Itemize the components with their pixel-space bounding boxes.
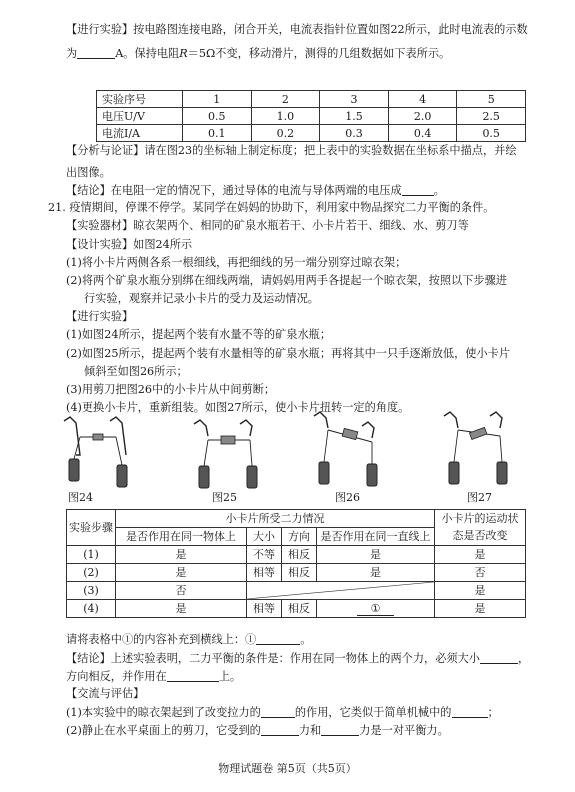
table-row: 电流I/A 0.1 0.2 0.3 0.4 0.5 <box>97 125 526 142</box>
page-footer: 物理试题卷 第5页（共5页） <box>218 762 357 775</box>
table-row: 实验序号 1 2 3 4 5 <box>97 91 526 108</box>
question-21-stem: 21. 疫情期间，停课不停学。某同学在妈妈的协助下，利用家中物品探究二力平衡的条件。 <box>48 201 495 214</box>
figure-24-caption: 图24 <box>68 491 93 504</box>
analysis-line-2: 出图像。 <box>66 166 111 179</box>
size-blank <box>480 652 518 664</box>
procedure-step-1: (1)如图24所示，提起两个装有水量不等的矿泉水瓶； <box>66 328 332 341</box>
strike-diagonal <box>247 582 434 599</box>
table-row: 电压U/V 0.5 1.0 1.5 2.0 2.5 <box>97 108 526 125</box>
conclusion-line: 【结论】在电阻一定的情况下，通过导体的电流与导体两端的电压成 。 <box>66 184 445 197</box>
experiment-line-2: 为 A。保持电阻R＝5Ω不变，移动滑片，测得的几组数据如下表所示。 <box>66 47 451 60</box>
figure-27-diagram <box>440 410 520 490</box>
data-table-voltage-current <box>96 90 526 142</box>
line-blank <box>167 670 219 682</box>
materials-line: 【实验器材】晾衣架两个、相同的矿泉水瓶若干、小卡片若干、细线、水、剪刀等 <box>66 219 469 232</box>
table-row: (3) 否 是 <box>67 582 526 600</box>
force-a-blank <box>261 724 299 736</box>
analysis-line-1: 【分析与论证】请在图23的坐标轴上制定标度；把上表中的实验数据在坐标系中描点，并绘 <box>66 144 517 157</box>
evaluation-line-2: (2)静止在水平桌面上的剪刀，它受到的 力和 力是一对平衡力。 <box>66 724 449 737</box>
conclusion2-line-2: 方向相反，并作用在 上。 <box>66 670 242 683</box>
ammeter-reading-blank <box>77 47 115 59</box>
answer-1-blank <box>256 633 300 645</box>
figure-26-diagram <box>310 410 390 490</box>
evaluation-heading: 【交流与评估】 <box>66 687 145 700</box>
direction-blank <box>261 706 295 718</box>
table-row: (4) 是 相等 相反 ① 是 <box>67 600 526 618</box>
design-heading: 【设计实验】如图24所示 <box>66 238 193 251</box>
machine-blank <box>452 706 488 718</box>
figure-27-caption: 图27 <box>467 491 492 504</box>
procedure-step-4: (4)更换小卡片，重新组装。如图27所示，使小卡片扭转一定的角度。 <box>66 401 410 414</box>
design-step-1: (1)将小卡片两侧各系一根细线，再把细线的另一端分别穿过晾衣架； <box>66 256 407 269</box>
force-b-blank <box>321 724 359 736</box>
figure-24-diagram <box>60 415 140 490</box>
design-step-2-cont: 行实验，观察并记录小卡片的受力及运动情况。 <box>84 292 319 305</box>
table-row: (2) 是 相等 相反 是 否 <box>67 564 526 582</box>
answer-slot-1: ① <box>357 602 395 616</box>
design-step-2: (2)将两个矿泉水瓶分别绑在细线两端，请妈妈用两手各提起一个晾衣架，按照以下步骤进 <box>66 274 507 287</box>
figure-25-diagram <box>190 418 270 490</box>
table-row: 实验步骤 小卡片所受二力情况 小卡片的运动状 态是否改变 <box>67 510 526 528</box>
procedure-heading: 【进行实验】 <box>66 310 134 323</box>
procedure-step-3: (3)用剪刀把图26中的小卡片从中间剪断； <box>66 383 276 396</box>
table-row: 是否作用在同一物体上 大小 方向 是否作用在同一直线上 <box>67 528 526 546</box>
conclusion2-line-1: 【结论】上述实验表明，二力平衡的条件是：作用在同一物体上的两个力，必须大小 ， <box>66 652 530 665</box>
figure-26-caption: 图26 <box>335 491 360 504</box>
evaluation-line-1: (1)本实验中的晾衣架起到了改变拉力的 的作用，它类似于简单机械中的 ； <box>66 706 499 719</box>
conclusion-blank <box>402 184 434 196</box>
fill-instruction-line: 请将表格中①的内容补充到横线上：① 。 <box>66 633 312 646</box>
struck-cell <box>247 582 435 600</box>
procedure-step-2: (2)如图25所示，提起两个装有水量相等的矿泉水瓶；再将其中一只手逐渐放低，使小卡片 <box>66 347 511 360</box>
data-table-two-force-balance <box>66 509 526 618</box>
experiment-line-1: 【进行实验】按电路图连接电路，闭合开关，电流表指针位置如图22所示，此时电流表的示数 <box>66 23 528 36</box>
procedure-step-2-cont: 倾斜至如图26所示； <box>84 365 188 378</box>
figure-25-caption: 图25 <box>212 491 237 504</box>
table-row: (1) 是 不等 相反 是 是 <box>67 546 526 564</box>
